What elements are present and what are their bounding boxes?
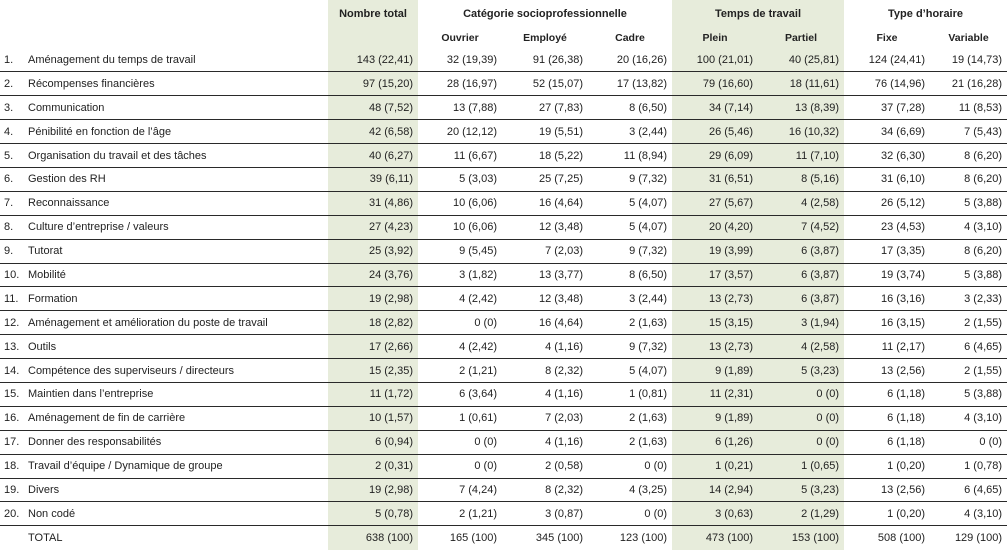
header-row-sub [0,28,1007,48]
cell-fixe: 124 (24,41) [844,48,930,72]
cell-employe: 27 (7,83) [502,96,588,120]
cell-ouvrier: 11 (6,67) [418,144,502,168]
cell-partiel: 4 (2,58) [758,191,844,215]
cell-cadre: 17 (13,82) [588,72,672,96]
cell-cadre: 9 (7,32) [588,335,672,359]
cell-employe: 16 (4,64) [502,191,588,215]
cell-employe: 12 (3,48) [502,287,588,311]
cell-variable: 129 (100) [954,532,1003,544]
table-row [0,120,1007,144]
row-index: 18. [0,454,26,478]
cell-total: 31 (4,86) [328,191,418,215]
cell-variable: 6 (4,65) [930,335,1007,359]
row-index: 2. [0,72,26,96]
row-index [0,526,26,550]
cell-plein: 11 (2,31) [672,382,758,406]
cell-variable: 21 (16,28) [930,72,1007,96]
cell-fixe: 37 (7,28) [844,96,930,120]
cell-total: 39 (6,11) [328,167,418,191]
cell-fixe: 31 (6,10) [844,167,930,191]
cell-partiel: 0 (0) [758,382,844,406]
table-body [0,48,1007,550]
row-index: 11. [0,287,26,311]
cell-cadre: 4 (3,25) [588,478,672,502]
row-index: 12. [0,311,26,335]
header-nombre-total: Nombre total [328,0,418,28]
cell-fixe: 508 (100) [877,532,926,544]
cell-fixe: 13 (2,56) [844,359,930,383]
cell-ouvrier: 28 (16,97) [418,72,502,96]
row-label: Formation [26,287,328,311]
table-row [0,215,1007,239]
cell-ouvrier: 2 (1,21) [418,359,502,383]
table-row [0,239,1007,263]
table-row [0,311,1007,335]
cell-plein: 79 (16,60) [672,72,758,96]
row-label: Outils [26,335,328,359]
row-label: Tutorat [26,239,328,263]
cell-fixe: 23 (4,53) [844,215,930,239]
row-label: Communication [26,96,328,120]
cell-plein: 3 (0,63) [672,502,758,526]
cell-total: 6 (0,94) [328,430,418,454]
cell-variable: 8 (6,20) [930,239,1007,263]
cell-plein: 9 (1,89) [672,359,758,383]
cell-total: 25 (3,92) [328,239,418,263]
row-label: Non codé [26,502,328,526]
row-index: 5. [0,144,26,168]
cell-fixe: 32 (6,30) [844,144,930,168]
cell-cadre: 2 (1,63) [588,430,672,454]
cell-employe: 8 (2,32) [502,359,588,383]
subheader-partiel: Partiel [758,28,844,48]
table-row [0,48,1007,72]
cell-partiel: 18 (11,61) [758,72,844,96]
row-index: 6. [0,167,26,191]
cell-variable: 3 (2,33) [930,287,1007,311]
cell-fixe: 16 (3,15) [844,311,930,335]
subheader-employe: Employé [523,32,567,44]
row-label: TOTAL [28,532,63,544]
subheader-variable: Variable [948,32,989,44]
cell-total: 42 (6,58) [328,120,418,144]
cell-total: 2 (0,31) [328,454,418,478]
cell-partiel: 2 (1,29) [758,502,844,526]
cell-ouvrier: 7 (4,24) [418,478,502,502]
row-label: Compétence des superviseurs / directeurs [26,359,328,383]
cell-cadre: 3 (2,44) [588,120,672,144]
cell-cadre: 9 (7,32) [588,239,672,263]
total-row [0,526,1007,550]
table-row [0,454,1007,478]
row-label: Divers [26,478,328,502]
cell-employe: 13 (3,77) [502,263,588,287]
cell-variable: 4 (3,10) [930,406,1007,430]
header-temps-de-travail: Temps de travail [672,0,844,28]
cell-total: 10 (1,57) [328,406,418,430]
cell-employe: 19 (5,51) [502,120,588,144]
cell-ouvrier: 10 (6,06) [418,191,502,215]
cell-total: 11 (1,72) [328,382,418,406]
cell-partiel: 0 (0) [758,406,844,430]
cell-partiel: 8 (5,16) [758,167,844,191]
cell-variable: 8 (6,20) [930,167,1007,191]
cell-partiel: 7 (4,52) [758,215,844,239]
cell-cadre: 5 (4,07) [588,359,672,383]
cell-partiel: 5 (3,23) [758,359,844,383]
row-index: 7. [0,191,26,215]
cell-employe: 4 (1,16) [502,430,588,454]
cell-employe: 4 (1,16) [502,335,588,359]
cell-partiel: 3 (1,94) [758,311,844,335]
cell-total: 17 (2,66) [328,335,418,359]
cell-ouvrier: 0 (0) [418,454,502,478]
cell-ouvrier: 13 (7,88) [418,96,502,120]
row-label: Maintien dans l’entreprise [26,382,328,406]
row-index: 19. [0,478,26,502]
cell-employe: 7 (2,03) [502,406,588,430]
cell-plein: 15 (3,15) [672,311,758,335]
row-index: 9. [0,239,26,263]
cell-fixe: 6 (1,18) [844,430,930,454]
cell-variable: 5 (3,88) [930,263,1007,287]
header-row-groups [0,0,1007,28]
cell-employe: 25 (7,25) [502,167,588,191]
cell-plein: 13 (2,73) [672,287,758,311]
cell-fixe: 17 (3,35) [844,239,930,263]
cell-cadre: 1 (0,81) [588,382,672,406]
row-label: Aménagement et amélioration du poste de travail [26,311,328,335]
cell-total: 18 (2,82) [328,311,418,335]
header-blank-label [26,0,328,28]
row-index: 8. [0,215,26,239]
cell-ouvrier: 5 (3,03) [418,167,502,191]
cell-partiel: 1 (0,65) [758,454,844,478]
cell-fixe: 76 (14,96) [844,72,930,96]
subheader-total-blank [328,28,418,48]
cell-partiel: 5 (3,23) [758,478,844,502]
cell-fixe: 34 (6,69) [844,120,930,144]
cell-cadre: 20 (16,26) [588,48,672,72]
cell-ouvrier: 4 (2,42) [418,335,502,359]
cell-cadre: 8 (6,50) [588,263,672,287]
row-index: 4. [0,120,26,144]
cell-variable: 6 (4,65) [930,478,1007,502]
cell-total: 143 (22,41) [328,48,418,72]
cell-cadre: 123 (100) [619,532,668,544]
cell-partiel: 11 (7,10) [758,144,844,168]
cell-variable: 7 (5,43) [930,120,1007,144]
row-label: Gestion des RH [26,167,328,191]
cell-fixe: 1 (0,20) [844,454,930,478]
cell-employe: 52 (15,07) [502,72,588,96]
row-index: 10. [0,263,26,287]
header-categorie: Catégorie socioprofessionnelle [463,8,627,20]
row-index: 14. [0,359,26,383]
cell-employe: 91 (26,38) [502,48,588,72]
cell-employe: 7 (2,03) [502,239,588,263]
cell-variable: 2 (1,55) [930,311,1007,335]
subheader-blank-index [0,28,26,48]
cell-ouvrier: 9 (5,45) [418,239,502,263]
cell-total: 48 (7,52) [328,96,418,120]
cell-fixe: 6 (1,18) [844,406,930,430]
cell-cadre: 2 (1,63) [588,406,672,430]
cell-variable: 0 (0) [930,430,1007,454]
cell-plein: 9 (1,89) [672,406,758,430]
row-index: 20. [0,502,26,526]
subheader-fixe: Fixe [876,32,898,44]
cell-partiel: 0 (0) [758,430,844,454]
cell-plein: 100 (21,01) [672,48,758,72]
cell-plein: 473 (100) [672,526,758,550]
subheader-plein: Plein [672,28,758,48]
cell-employe: 16 (4,64) [502,311,588,335]
cell-total: 19 (2,98) [328,478,418,502]
table-row [0,502,1007,526]
cell-cadre: 5 (4,07) [588,191,672,215]
cell-cadre: 2 (1,63) [588,311,672,335]
cell-partiel: 13 (8,39) [758,96,844,120]
subheader-cadre: Cadre [615,32,645,44]
cell-fixe: 6 (1,18) [844,382,930,406]
cell-ouvrier: 10 (6,06) [418,215,502,239]
cell-ouvrier: 165 (100) [449,532,497,544]
row-label: Organisation du travail et des tâches [26,144,328,168]
row-label: Récompenses financières [26,72,328,96]
cell-plein: 20 (4,20) [672,215,758,239]
cell-cadre: 8 (6,50) [588,96,672,120]
row-label: Aménagement de fin de carrière [26,406,328,430]
cell-cadre: 9 (7,32) [588,167,672,191]
cell-total: 638 (100) [328,526,418,550]
cell-ouvrier: 0 (0) [418,311,502,335]
cell-variable: 8 (6,20) [930,144,1007,168]
table-row [0,359,1007,383]
cell-total: 24 (3,76) [328,263,418,287]
cell-total: 97 (15,20) [328,72,418,96]
cell-variable: 1 (0,78) [930,454,1007,478]
cell-plein: 29 (6,09) [672,144,758,168]
cell-ouvrier: 4 (2,42) [418,287,502,311]
row-index: 16. [0,406,26,430]
table-row [0,96,1007,120]
header-blank-index [0,0,26,28]
table-row [0,478,1007,502]
cell-plein: 27 (5,67) [672,191,758,215]
cell-partiel: 6 (3,87) [758,287,844,311]
cell-employe: 3 (0,87) [502,502,588,526]
row-index: 15. [0,382,26,406]
cell-ouvrier: 0 (0) [418,430,502,454]
cell-partiel: 6 (3,87) [758,263,844,287]
cell-employe: 8 (2,32) [502,478,588,502]
cell-ouvrier: 6 (3,64) [418,382,502,406]
table-row [0,335,1007,359]
row-label: Reconnaissance [26,191,328,215]
cell-fixe: 19 (3,74) [844,263,930,287]
row-label: Mobilité [26,263,328,287]
cell-plein: 14 (2,94) [672,478,758,502]
cell-variable: 19 (14,73) [930,48,1007,72]
cell-employe: 4 (1,16) [502,382,588,406]
row-label: Travail d’équipe / Dynamique de groupe [26,454,328,478]
table-row [0,191,1007,215]
row-index: 13. [0,335,26,359]
cell-employe: 12 (3,48) [502,215,588,239]
table-row [0,167,1007,191]
cell-plein: 26 (5,46) [672,120,758,144]
row-label: Pénibilité en fonction de l’âge [26,120,328,144]
table-row [0,72,1007,96]
cell-variable: 2 (1,55) [930,359,1007,383]
cell-cadre: 3 (2,44) [588,287,672,311]
table-row [0,263,1007,287]
cell-plein: 13 (2,73) [672,335,758,359]
cell-partiel: 40 (25,81) [758,48,844,72]
cell-cadre: 5 (4,07) [588,215,672,239]
cell-employe: 2 (0,58) [502,454,588,478]
cell-total: 19 (2,98) [328,287,418,311]
table-row [0,430,1007,454]
cell-total: 27 (4,23) [328,215,418,239]
cell-employe: 345 (100) [535,532,583,544]
cell-variable: 5 (3,88) [930,382,1007,406]
cell-variable: 11 (8,53) [930,96,1007,120]
header-type-horaire: Type d’horaire [888,8,964,20]
cell-employe: 18 (5,22) [502,144,588,168]
cell-partiel: 6 (3,87) [758,239,844,263]
cell-ouvrier: 2 (1,21) [418,502,502,526]
cell-total: 5 (0,78) [328,502,418,526]
cell-ouvrier: 3 (1,82) [418,263,502,287]
cell-plein: 6 (1,26) [672,430,758,454]
cell-fixe: 26 (5,12) [844,191,930,215]
row-label: Donner des responsabilités [26,430,328,454]
row-label: Culture d’entreprise / valeurs [26,215,328,239]
cell-variable: 4 (3,10) [930,215,1007,239]
cell-partiel: 4 (2,58) [758,335,844,359]
cell-plein: 19 (3,99) [672,239,758,263]
subheader-blank-label [26,28,328,48]
cell-variable: 4 (3,10) [930,502,1007,526]
table-row [0,406,1007,430]
cell-fixe: 16 (3,16) [844,287,930,311]
cell-fixe: 1 (0,20) [844,502,930,526]
cell-total: 15 (2,35) [328,359,418,383]
table-row [0,144,1007,168]
cell-partiel: 153 (100) [758,526,844,550]
cell-cadre: 11 (8,94) [588,144,672,168]
row-label: Aménagement du temps de travail [26,48,328,72]
cell-variable: 5 (3,88) [930,191,1007,215]
cell-fixe: 13 (2,56) [844,478,930,502]
cell-plein: 1 (0,21) [672,454,758,478]
cell-cadre: 0 (0) [588,502,672,526]
table-row [0,287,1007,311]
subheader-ouvrier: Ouvrier [441,32,479,44]
cell-cadre: 0 (0) [588,454,672,478]
cell-ouvrier: 20 (12,12) [418,120,502,144]
cell-total: 40 (6,27) [328,144,418,168]
row-index: 1. [0,48,26,72]
cell-ouvrier: 32 (19,39) [418,48,502,72]
table-row [0,382,1007,406]
row-index: 17. [0,430,26,454]
cell-plein: 31 (6,51) [672,167,758,191]
cell-partiel: 16 (10,32) [758,120,844,144]
row-index: 3. [0,96,26,120]
cell-plein: 17 (3,57) [672,263,758,287]
cell-ouvrier: 1 (0,61) [418,406,502,430]
cell-plein: 34 (7,14) [672,96,758,120]
cell-fixe: 11 (2,17) [844,335,930,359]
